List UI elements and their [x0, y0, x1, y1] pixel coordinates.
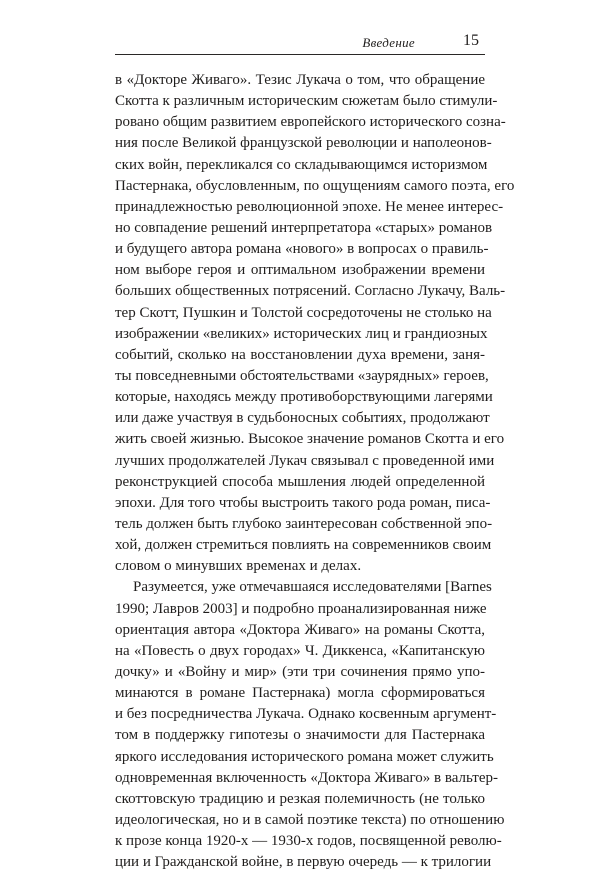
text-line: том в поддержку гипотезы о значимости для Пастернака: [115, 727, 485, 744]
text-line: которые, находясь между противоборствующими лагерями: [115, 389, 493, 406]
text-line: яркого исследования исторического романа может служить: [115, 748, 494, 765]
text-line: реконструкцией способа мышления людей определенной: [115, 473, 485, 490]
text-line: Пастернака, обусловленным, по ощущениям самого поэта, его: [115, 177, 515, 194]
text-line: в «Докторе Живаго». Тезис Лукача о том, что обращение: [115, 72, 485, 88]
text-line: ния после Великой французской революции и наполеонов-: [115, 135, 492, 152]
body-text: [115, 70, 515, 873]
chapter-title: Введение: [362, 35, 415, 50]
text-line: ориентация автора «Доктора Живаго» на романы Скотта,: [115, 621, 485, 638]
text-line: и без посредничества Лукача. Однако косвенным аргумент-: [115, 706, 497, 723]
text-line: к прозе конца 1920-х — 1930-х годов, посвященной револю-: [115, 833, 502, 850]
text-line: идеологическая, но и в самой поэтике текста) по отношению: [115, 811, 505, 828]
paragraph-1: [115, 70, 515, 577]
text-line: 1990; Лавров 2003] и подробно проанализированная ниже: [115, 600, 487, 617]
text-line: словом о минувших временах и делах.: [115, 558, 362, 575]
text-line: ном выборе героя и оптимальном изображении времени: [115, 262, 485, 279]
text-line: Разумеется, уже отмечавшаяся исследователями [Barnes: [133, 579, 492, 596]
text-line: ции и Гражданской войне, в первую очередь — к трилогии: [115, 854, 492, 871]
text-line: дочку» и «Войну и мир» (эти три сочинения прямо упо-: [115, 663, 485, 680]
text-line: Скотта к различным историческим сюжетам было стимули-: [115, 93, 498, 110]
text-line: тер Скотт, Пушкин и Толстой сосредоточены не столько на: [115, 304, 492, 321]
text-line: скоттовскую традицию и резкая полемичность (не только: [115, 790, 485, 807]
header-rule: [115, 54, 485, 55]
text-line: хой, должен стремиться повлиять на современников своим: [115, 537, 492, 554]
text-line: жить своей жизнью. Высокое значение романов Скотта и его: [115, 431, 505, 448]
text-line: минаются в романе Пастернака) могла сформироваться: [115, 685, 485, 702]
text-line: принадлежностью революционной эпохе. Не менее интерес-: [115, 198, 504, 215]
text-line: тель должен быть глубоко заинтересован собственной эпо-: [115, 515, 493, 532]
text-line: эпохи. Для того чтобы выстроить такого рода роман, писа-: [115, 494, 491, 511]
text-line: событий, сколько на восстановлении духа времени, заня-: [115, 346, 485, 363]
paragraph-2: [115, 577, 505, 873]
text-line: ровано общим развитием европейского исторического созна-: [115, 114, 506, 131]
text-line: или даже участвуя в судьбоносных событиях, продолжают: [115, 410, 490, 427]
text-line: ских войн, перекликался со складывающимся историзмом: [115, 156, 488, 173]
running-header: [115, 32, 485, 57]
page-number: 15: [463, 32, 479, 49]
text-line: изображении «великих» исторических лиц и грандиозных: [115, 325, 488, 342]
text-line: но совпадение решений интерпретатора «старых» романов: [115, 219, 493, 236]
text-line: и будущего автора романа «нового» в вопросах о правиль-: [115, 241, 489, 258]
text-line: больших общественных потрясений. Согласно Лукачу, Валь-: [115, 283, 506, 300]
text-line: лучших продолжателей Лукач связывал с проведенной ими: [115, 452, 495, 469]
text-line: на «Повесть о двух городах» Ч. Диккенса, «Капитанскую: [115, 642, 485, 659]
text-line: ты повседневными обстоятельствами «заурядных» героев,: [115, 367, 489, 384]
text-line: одновременная включенность «Доктора Живаго» в вальтер-: [115, 769, 498, 786]
